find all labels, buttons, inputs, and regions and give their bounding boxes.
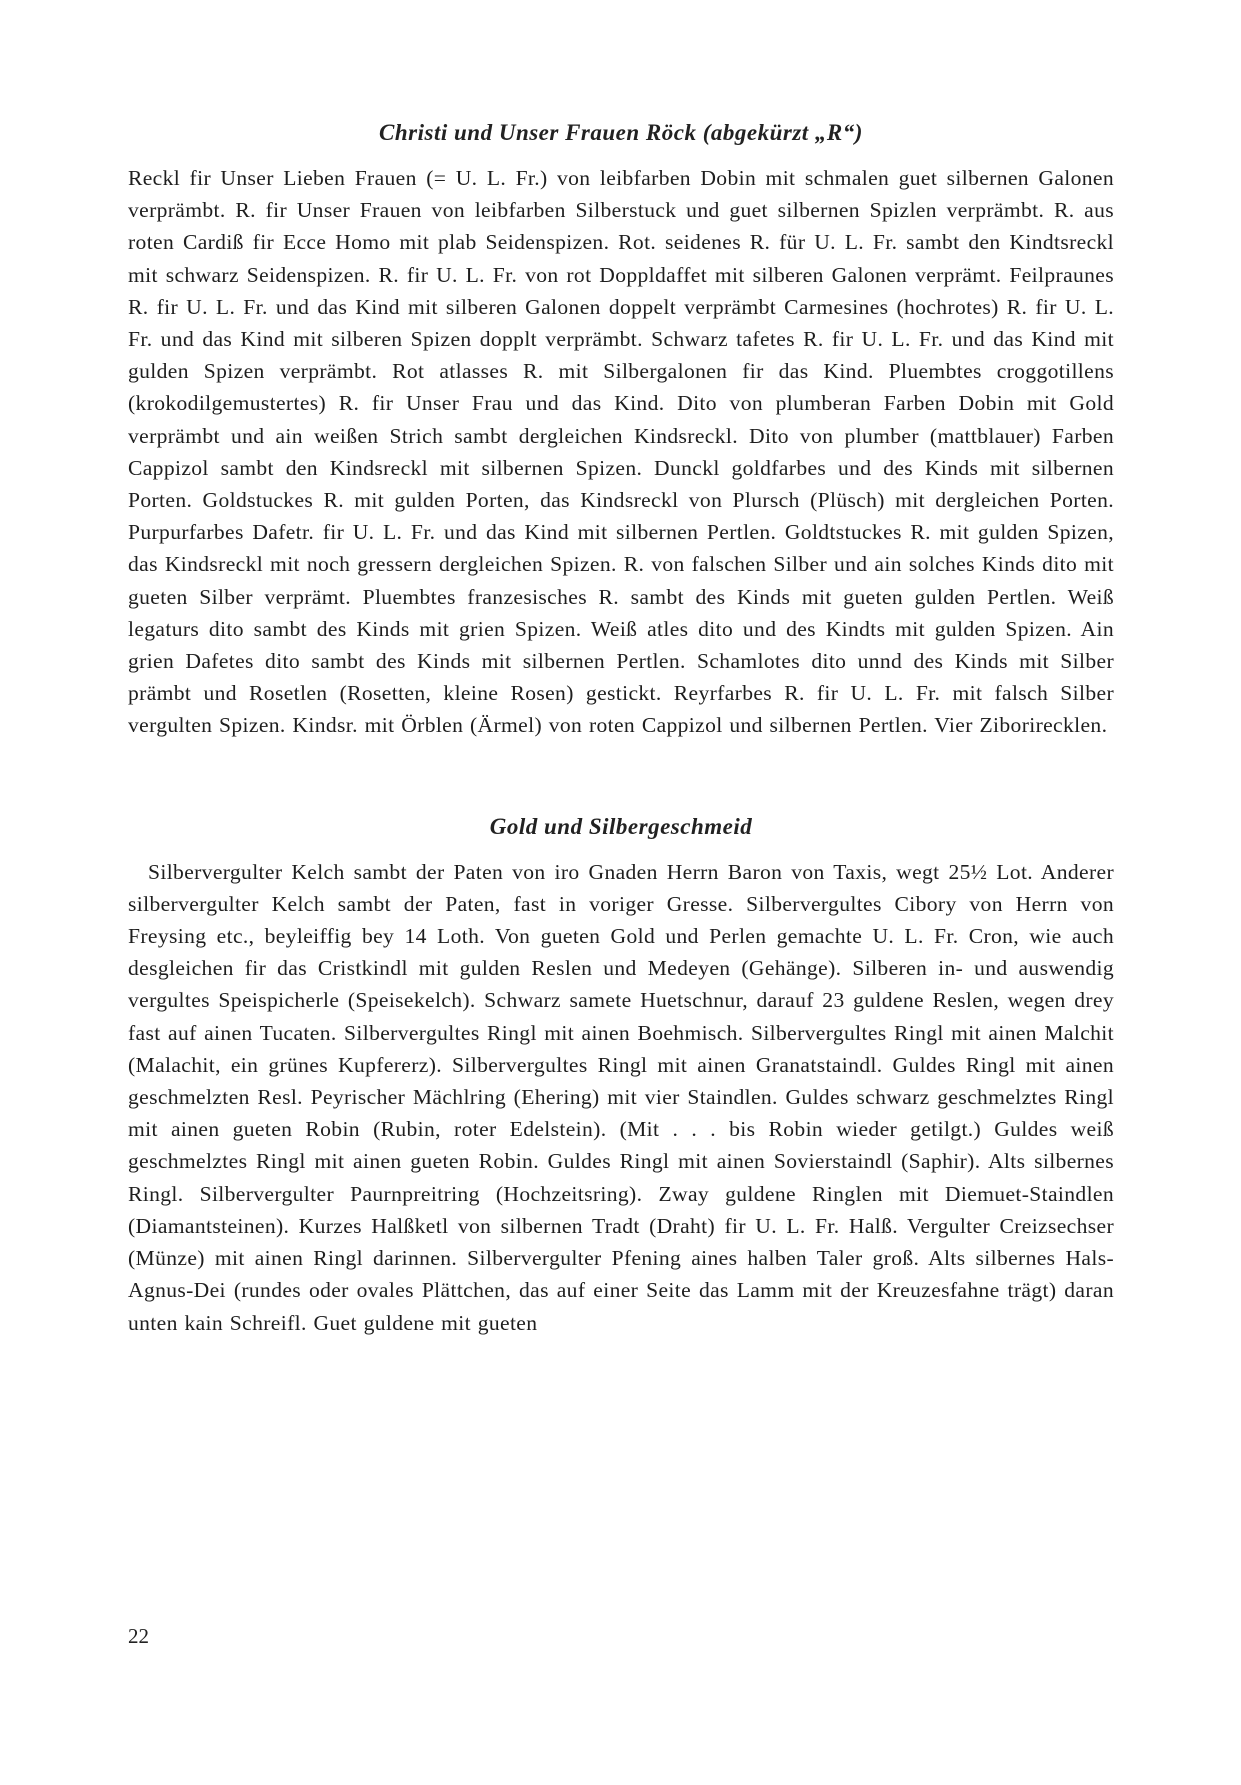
- section-title-geschmeid: Gold und Silbergeschmeid: [489, 813, 753, 839]
- section-divider: [128, 742, 1114, 812]
- section-body-roeck: Reckl fir Unser Lieben Frauen (= U. L. Fr.) von leibfarben Dobin mit schmalen guet silbernen Galonen verprämbt. R. fir Unser Frauen von leibfarben Silberstuck und guet silbernen Spizlen verprämbt. R. aus roten Cardiß fir Ecce Homo mit plab Seidenspizen. Rot. seidenes R. für U. L. Fr. sambt den Kindtsreckl mit schwarz Seidenspizen. R. fir U. L. Fr. von rot Doppldaffet mit silberen Galonen verprämt. Feilpraunes R. fir U. L. Fr. und das Kind mit silberen Galonen doppelt verprämbt Carmesines (hochrotes) R. fir U. L. Fr. und das Kind mit silberen Spizen dopplt verprämbt. Schwarz tafetes R. fir U. L. Fr. und das Kind mit gulden Spizen verprämbt. Rot atlasses R. mit Silbergalonen fir das Kind. Pluembtes croggotillens (krokodilgemustertes) R. fir Unser Frau und das Kind. Dito von plumberan Farben Dobin mit Gold verprämbt und ain weißen Strich sambt dergleichen Kindsreckl. Dito von plumber (mattblauer) Farben Cappizol sambt den Kindsreckl mit silbernen Spizen. Dunckl goldfarbes und des Kinds mit silbernen Porten. Goldstuckes R. mit gulden Porten, das Kindsreckl von Plursch (Plüsch) mit dergleichen Porten. Purpurfarbes Dafetr. fir U. L. Fr. und das Kind mit silbernen Pertlen. Goldtstuckes R. mit gulden Spizen, das Kindsreckl mit noch gressern dergleichen Spizen. R. von falschen Silber und ain solches Kinds dito mit gueten Silber verprämt. Pluembtes franzesisches R. sambt des Kinds mit gueten gulden Pertlen. Weiß legaturs dito sambt des Kinds mit grien Spizen. Weiß atles dito und des Kindts mit gulden Spizen. Ain grien Dafetes dito sambt des Kinds mit silbernen Pertlen. Schamlotes dito unnd des Kinds mit Silber prämbt und Rosetlen (Rosetten, kleine Rosen) gestickt. Reyrfarbes R. fir U. L. Fr. mit falsch Silber vergulten Spizen. Kindsr. mit Örblen (Ärmel) von roten Cappizol und silbernen Pertlen. Vier Ziborirecklen.: [128, 166, 1114, 738]
- section-body-geschmeid: Silbervergulter Kelch sambt der Paten von iro Gnaden Herrn Baron von Taxis, wegt 25½ Lot. Anderer silbervergulter Kelch sambt der Paten, fast in voriger Gresse. Silbervergultes Cibory von Herrn von Freysing etc., beyleiffig bey 14 Loth. Von gueten Gold und Perlen gemachte U. L. Fr. Cron, wie auch desgleichen fir das Cristkindl mit gulden Reslen und Medeyen (Gehänge). Silberen in- und auswendig vergultes Speispicherle (Speisekelch). Schwarz samete Huetschnur, darauf 23 guldene Reslen, wegen drey fast auf ainen Tucaten. Silbervergultes Ringl mit ainen Boehmisch. Silbervergultes Ringl mit ainen Malchit (Malachit, ein grünes Kupfererz). Silbervergultes Ringl mit ainen Granatstaindl. Guldes Ringl mit ainen geschmelzten Resl. Peyrischer Mächlring (Ehering) mit vier Staindlen. Guldes schwarz geschmelztes Ringl mit ainen gueten Robin (Rubin, roter Edelstein). (Mit . . . bis Robin wieder getilgt.) Guldes weiß geschmelztes Ringl mit ainen gueten Robin. Guldes Ringl mit ainen Sovierstaindl (Saphir). Alts silbernes Ringl. Silbervergulter Paurnpreitring (Hochzeitsring). Zway guldene Ringlen mit Diemuet-Staindlen (Diamantsteinen). Kurzes Halßketl von silbernen Tradt (Draht) fir U. L. Fr. Halß. Vergulter Creizsechser (Münze) mit ainen Ringl darinnen. Silbervergulter Pfening aines halben Taler groß. Alts silbernes Hals-Agnus-Dei (rundes oder ovales Plättchen, das auf einer Seite das Lamm mit der Kreuzesfahne trägt) daran unten kain Schreifl. Guet guldene mit gueten: [128, 859, 1114, 1335]
- section-title-roeck: Christi und Unser Frauen Röck (abgekürzt „R“): [379, 120, 863, 145]
- document-page: [128, 118, 1114, 1339]
- page-number: 22: [128, 1624, 149, 1648]
